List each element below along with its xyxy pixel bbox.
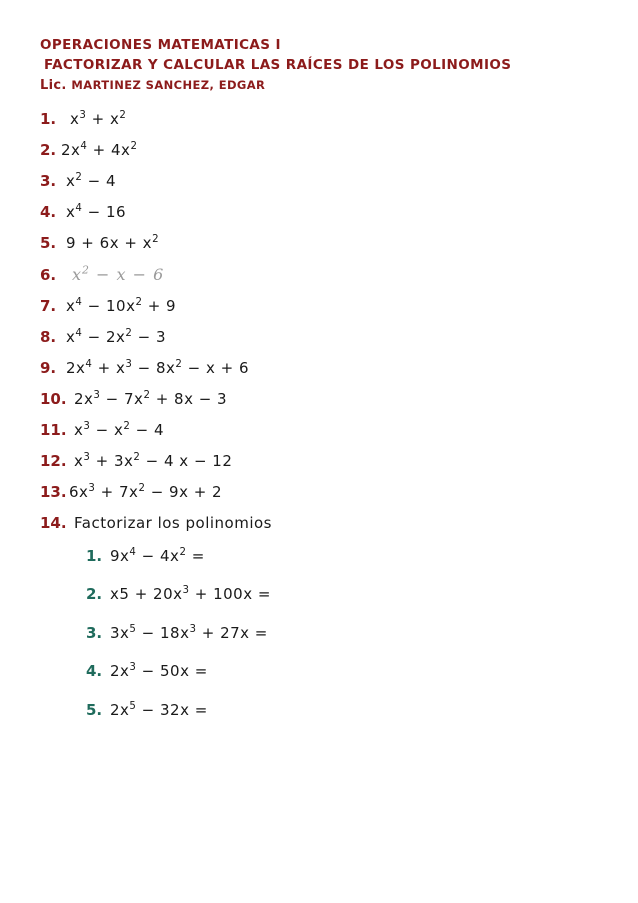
exercise-list — [40, 111, 598, 718]
sub-item-number: 2. — [86, 585, 103, 604]
sub-item-number: 5. — [86, 700, 103, 719]
item-expression: $2x^4 + x^3 - 8x^2 - x + 6$ — [66, 359, 250, 378]
item-number: 4. — [40, 202, 57, 221]
list-item — [40, 663, 598, 680]
item-number: 14. — [40, 514, 67, 533]
item-expression: $x^2 - 4$ — [66, 171, 117, 190]
list-item — [40, 625, 598, 642]
list-item — [40, 422, 598, 439]
item-expression: $x^3 - x^2 - 4$ — [74, 421, 164, 440]
sub-item-expression: $9x^4 - 4x^2$ = — [110, 546, 205, 565]
sub-item-number: 4. — [86, 662, 103, 681]
author-line — [40, 76, 598, 97]
item-expression: $2x^3 - 7x^2 + 8x - 3$ — [74, 390, 228, 409]
item-expression: $x^3 + x^2$ — [70, 109, 127, 128]
list-item — [40, 263, 598, 284]
item-number: 11. — [40, 421, 67, 440]
author-name: MARTINEZ SANCHEZ, EDGAR — [71, 78, 266, 93]
author-prefix: Lic. — [40, 78, 67, 94]
item-number: 8. — [40, 328, 57, 347]
sub-item-number: 3. — [86, 623, 103, 642]
list-item — [40, 586, 598, 603]
item-number: 2. — [40, 140, 57, 159]
document-header — [40, 36, 598, 97]
item-expression: $9 + 6x + x^2$ — [66, 233, 160, 252]
list-item — [40, 548, 598, 565]
item-expression: Factorizar los polinomios — [74, 514, 273, 533]
item-number: 3. — [40, 171, 57, 190]
item-expression: $2x^4 + 4x^2$ — [61, 140, 138, 159]
sub-item-number: 1. — [86, 546, 103, 565]
item-number: 10. — [40, 390, 67, 409]
item-number: 7. — [40, 297, 57, 316]
item-number: 1. — [40, 109, 57, 128]
page-subtitle: FACTORIZAR Y CALCULAR LAS RAÍCES DE LOS POLINOMIOS — [44, 56, 512, 73]
list-item — [40, 702, 598, 719]
list-item — [40, 298, 598, 315]
list-item — [40, 142, 598, 159]
sub-item-expression: $x5 + 20x^3 + 100x$ = — [110, 585, 271, 604]
item-expression: $x^4 - 2x^2 - 3$ — [66, 328, 167, 347]
list-item — [40, 515, 598, 532]
item-number: 5. — [40, 233, 57, 252]
item-expression-handwritten: $x^2 - x - 6$ — [72, 263, 165, 284]
sub-exercise-list — [40, 548, 598, 719]
item-expression: $x^4 - 16$ — [66, 202, 127, 221]
page-title: OPERACIONES MATEMATICAS I — [40, 37, 281, 53]
list-item — [40, 173, 598, 190]
list-item — [40, 391, 598, 408]
list-item — [40, 235, 598, 252]
item-number: 6. — [40, 265, 57, 284]
sub-item-expression: $2x^5 - 32x$ = — [110, 700, 208, 719]
list-item — [40, 204, 598, 221]
list-item — [40, 329, 598, 346]
item-expression: $x^4 - 10x^2 + 9$ — [66, 297, 177, 316]
item-number: 12. — [40, 452, 67, 471]
item-number: 13. — [40, 483, 67, 502]
list-item — [40, 111, 598, 128]
list-item — [40, 453, 598, 470]
item-expression: $x^3 + 3x^2 - 4$ x − 12 — [74, 452, 233, 471]
list-item — [40, 484, 598, 501]
list-item — [40, 360, 598, 377]
item-expression: $6x^3 + 7x^2 - 9x + 2$ — [69, 483, 223, 502]
item-number: 9. — [40, 359, 57, 378]
sub-item-expression: $2x^3 - 50x$ = — [110, 662, 208, 681]
sub-item-expression: $3x^5 - 18x^3 + 27x$ = — [110, 623, 268, 642]
